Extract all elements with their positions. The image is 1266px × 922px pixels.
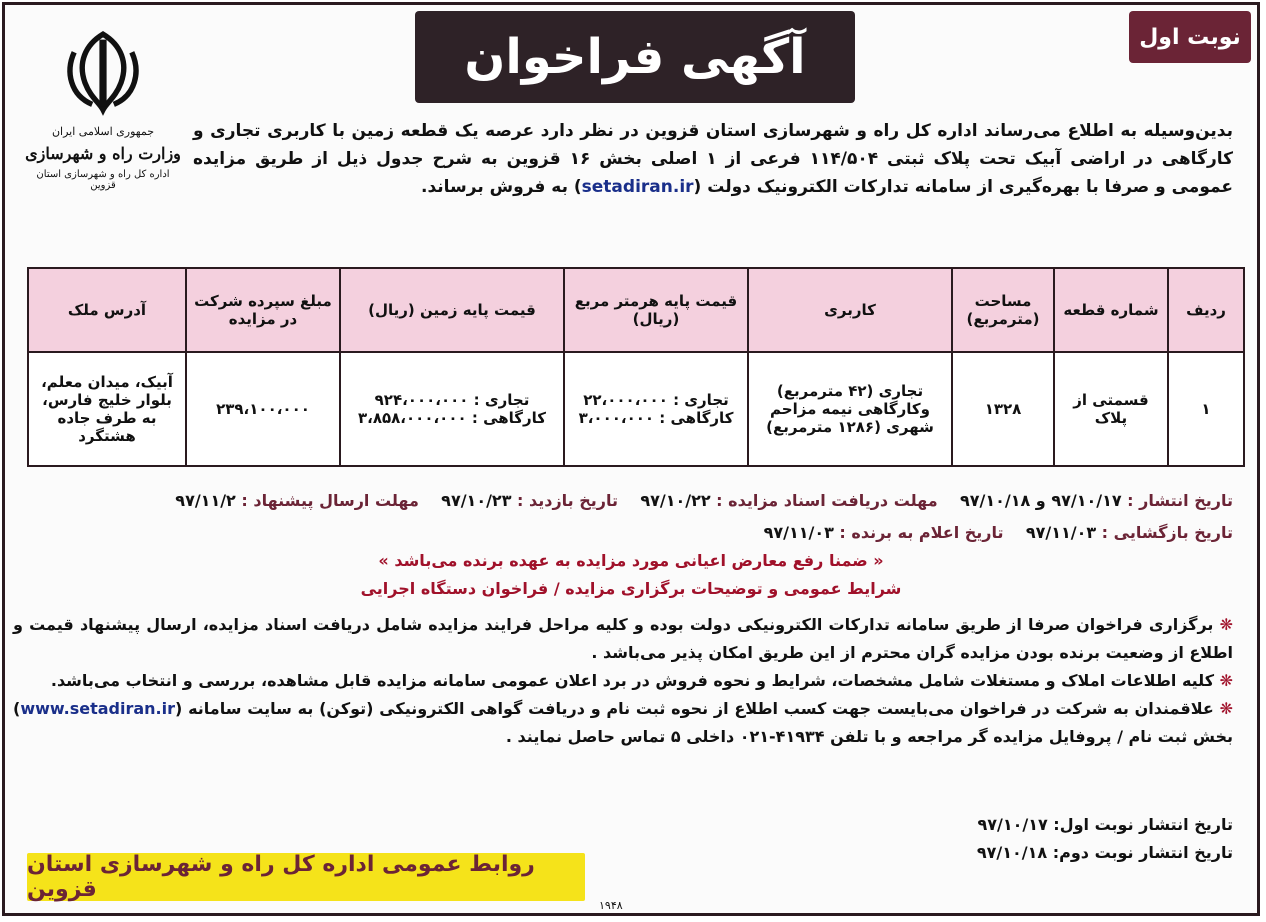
- setad-site-link[interactable]: setadiran.ir: [581, 177, 694, 197]
- header-usage: کاربری: [748, 268, 952, 352]
- visit-date-value: ۹۷/۱۰/۲۳: [441, 491, 512, 510]
- base-sqm-workshop: کارگاهی : ۳،۰۰۰،۰۰۰: [578, 409, 734, 427]
- dates-section: [13, 485, 1233, 549]
- bid-deadline-label: مهلت ارسال پیشنهاد :: [241, 491, 419, 510]
- encroachment-notice: « ضمنا رفع معارض اعیانی مورد مزایده به عهده برنده می‌باشد »: [378, 551, 884, 570]
- condition-3-text: علاقمندان به شرکت در فراخوان می‌بایست جهت کسب اطلاع از نحوه ثبت نام و دریافت گواهی الکترونیکی (توکن) به سایت سامانه (: [175, 699, 1214, 718]
- winner-date-value: ۹۷/۱۱/۰۳: [763, 523, 834, 542]
- conditions-title: شرایط عمومی و توضیحات برگزاری مزایده / فراخوان دستگاه اجرایی: [360, 579, 902, 598]
- visit-date-label: تاریخ بازدید :: [517, 491, 619, 510]
- iran-emblem-icon: [58, 27, 148, 117]
- first-publication: تاریخ انتشار نوبت اول: ۹۷/۱۰/۱۷: [977, 815, 1233, 834]
- opening-date-label: تاریخ بازگشایی :: [1101, 523, 1233, 542]
- table-header-row: [28, 268, 1244, 352]
- condition-2-text: کلیه اطلاعات املاک و مستغلات شامل مشخصات، شرایط و نحوه فروش در برد اعلان عمومی سامانه مزایده قابل مشاهده، بررسی و انتخاب می‌باشد.: [50, 671, 1215, 690]
- header-deposit: مبلغ سپرده شرکت در مزایده: [186, 268, 340, 352]
- docs-deadline-value: ۹۷/۱۰/۲۲: [640, 491, 711, 510]
- bullet-icon: ❋: [1213, 615, 1234, 634]
- page-title: آگهی فراخوان: [415, 11, 855, 103]
- condition-3-tail: ) بخش ثبت نام / پروفایل مزایده گر مراجعه و با تلفن ۴۱۹۳۴-۰۲۱ داخلی ۵ تماس حاصل نمایند .: [13, 699, 1233, 746]
- base-land-commercial: تجاری : ۹۲۴،۰۰۰،۰۰۰: [374, 391, 530, 409]
- cell-deposit: ۲۳۹،۱۰۰،۰۰۰: [186, 352, 340, 466]
- base-sqm-commercial: تجاری : ۲۲،۰۰۰،۰۰۰: [583, 391, 729, 409]
- cell-address: آبیک، میدان معلم، بلوار خلیج فارس، به طرف جاده هشتگرد: [28, 352, 186, 466]
- intro-tail: ) به فروش برساند.: [420, 177, 582, 197]
- condition-item: [13, 695, 1233, 751]
- intro-paragraph: [193, 117, 1233, 201]
- header-base-price-sqm: قیمت پایه هرمتر مربع (ریال): [564, 268, 748, 352]
- table-row: [28, 352, 1244, 466]
- publish-date-label: تاریخ انتشار :: [1127, 491, 1233, 510]
- cell-base-price-land: [340, 352, 564, 466]
- ministry-logo: [23, 27, 183, 227]
- logo-ministry: وزارت راه و شهرسازی: [25, 144, 181, 163]
- bullet-icon: ❋: [1214, 671, 1233, 690]
- bid-deadline-value: ۹۷/۱۱/۲: [175, 491, 236, 510]
- cell-area: ۱۳۲۸: [952, 352, 1054, 466]
- condition-item: [13, 667, 1233, 695]
- condition-item: [13, 611, 1233, 667]
- bullet-icon: ❋: [1213, 699, 1234, 718]
- publish-date-value: ۹۷/۱۰/۱۷ و ۹۷/۱۰/۱۸: [959, 491, 1122, 510]
- ad-code: ۱۹۴۸: [599, 899, 623, 912]
- header-address: آدرس ملک: [28, 268, 186, 352]
- base-land-workshop: کارگاهی : ۳،۸۵۸،۰۰۰،۰۰۰: [357, 409, 547, 427]
- auction-table: [27, 267, 1245, 467]
- header-area: مساحت (مترمربع): [952, 268, 1054, 352]
- winner-date-label: تاریخ اعلام به برنده :: [839, 523, 1004, 542]
- edition-badge: نوبت اول: [1129, 11, 1251, 63]
- logo-country: جمهوری اسلامی ایران: [51, 125, 155, 138]
- intro-text: بدین‌وسیله به اطلاع می‌رساند اداره کل راه و شهرسازی استان قزوین در نظر دارد عرصه یک قطعه زمین با کاربری تجاری و کارگاهی در اراضی آبیک تحت پلاک ثبتی ۱۱۴/۵۰۴ فرعی از ۱ اصلی بخش ۱۶ قزوین به شرح جدول ذیل از طریق مزایده عمومی و صرفا با بهره‌گیری از سامانه تدارکات الکترونیک دولت (: [193, 121, 1234, 197]
- publication-dates: [977, 811, 1233, 867]
- dates-line-2: [13, 517, 1233, 549]
- cell-base-price-sqm: [564, 352, 748, 466]
- opening-date-value: ۹۷/۱۱/۰۳: [1025, 523, 1097, 542]
- conditions-list: [13, 611, 1233, 751]
- cell-row-number: ۱: [1168, 352, 1244, 466]
- advertisement-frame: [2, 2, 1260, 916]
- second-publication: تاریخ انتشار نوبت دوم: ۹۷/۱۰/۱۸: [976, 843, 1233, 862]
- header-base-price-land: قیمت پایه زمین (ریال): [340, 268, 564, 352]
- cell-lot-number: قسمتی از پلاک: [1054, 352, 1168, 466]
- public-relations-banner: روابط عمومی اداره کل راه و شهرسازی استان قزوین: [27, 853, 585, 901]
- logo-office: اداره کل راه و شهرسازی استان قزوین: [36, 169, 170, 191]
- docs-deadline-label: مهلت دریافت اسناد مزایده :: [716, 491, 938, 510]
- header-lot-number: شماره قطعه: [1054, 268, 1168, 352]
- cell-usage: تجاری (۴۲ مترمربع) وکارگاهی نیمه مزاحم شهری (۱۲۸۶ مترمربع): [748, 352, 952, 466]
- condition-1-text: برگزاری فراخوان صرفا از طریق سامانه تدارکات الکترونیکی دولت بوده و کلیه مراحل فرایند مزایده شامل دریافت اسناد مزایده، ارسال پیشنهاد قیمت و اطلاع از وضعیت برنده بودن مزایده گران محترم از این طریق امکان پذیر می‌باشد .: [13, 615, 1233, 662]
- dates-line-1: [13, 485, 1233, 517]
- setad-www-link[interactable]: www.setadiran.ir: [20, 699, 175, 718]
- header-row-number: ردیف: [1168, 268, 1244, 352]
